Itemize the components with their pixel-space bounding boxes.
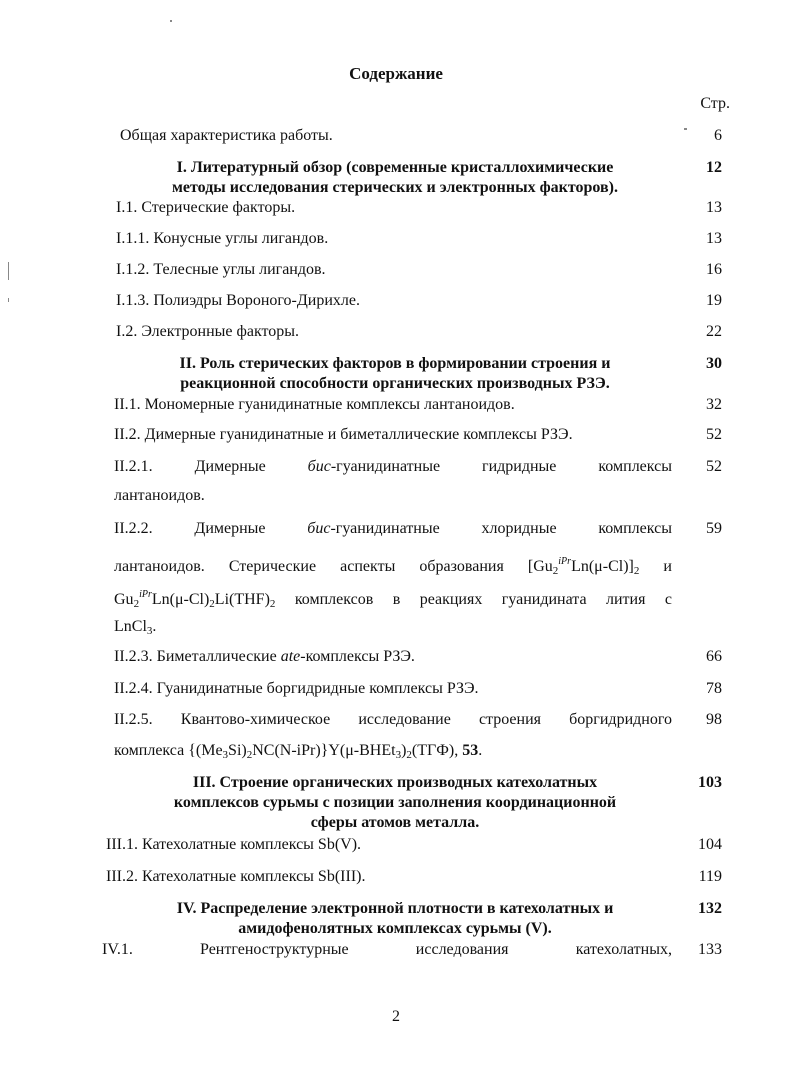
toc-word: Димерные [194, 520, 266, 537]
toc-entry-title: I.1.3. Полиэдры Вороного-Дирихле. [116, 292, 360, 309]
toc-entry-page: 13 [706, 199, 722, 216]
toc-section-line: реакционной способности органических производных РЗЭ. [180, 375, 610, 392]
toc-entry-title: I.2. Электронные факторы. [116, 323, 300, 340]
toc-entry-page: 103 [698, 774, 722, 791]
toc-entry-number: II.2.2. [114, 520, 153, 537]
toc-entry-title: III.2. Катехолатные комплексы Sb(III). [106, 868, 366, 885]
toc-entry-number: II.2.1. [114, 458, 153, 475]
toc-entry-page: 6 [714, 127, 722, 144]
toc-entry-page: 52 [706, 426, 722, 443]
toc-entry-page: 52 [706, 458, 722, 475]
page-title: Содержание [349, 64, 443, 83]
toc-entry-continuation: LnCl$_3$. [114, 618, 157, 637]
toc-word: Рентгеноструктурные [200, 941, 349, 958]
toc-section-line: амидофенолятных комплексах сурьмы (V). [238, 920, 552, 937]
toc-entry-title: II.2.5. Квантово-химическое исследование строения боргидридного [114, 711, 672, 728]
toc-entry-page: 104 [698, 836, 722, 853]
toc-entry-continuation: $Gu_2^{iPr}Ln(\mu-Cl)_2Li(THF)_2$ комплексов в реакциях гуанидината лития с [114, 589, 672, 610]
toc-word: исследования [415, 941, 509, 958]
toc-entry-title: I.1.1. Конусные углы лигандов. [116, 230, 329, 247]
toc-entry-page: 66 [706, 648, 722, 665]
toc-word: комплексы [598, 520, 672, 537]
toc-section-line: методы исследования стерических и электронных факторов). [172, 179, 618, 196]
toc-entry-page: 22 [706, 323, 722, 340]
scan-artifact [8, 262, 9, 280]
toc-word: гидридные [482, 458, 557, 475]
toc-entry-page: 132 [698, 900, 722, 917]
toc-entry-title: I.1.2. Телесные углы лигандов. [116, 261, 326, 278]
toc-word: бис-гуанидинатные [307, 520, 440, 537]
toc-entry-continuation: лантаноидов. [114, 487, 205, 504]
toc-section-line: II. Роль стерических факторов в формировании строения и [179, 355, 611, 372]
scan-artifact [684, 128, 687, 130]
page-number: 2 [392, 1008, 400, 1025]
toc-section-line: сферы атомов металла. [310, 814, 480, 831]
toc-entry-page: 12 [706, 159, 722, 176]
toc-word-italic: бис [307, 458, 331, 475]
toc-entry-number: IV.1. [102, 941, 133, 958]
toc-entry-page: 32 [706, 396, 722, 413]
toc-word: Димерные [194, 458, 266, 475]
toc-entry-title: I.1. Стерические факторы. [116, 199, 296, 216]
toc-section-line: комплексов сурьмы с позиции заполнения координационной [173, 794, 617, 811]
toc-section-line: I. Литературный обзор (современные кристаллохимические [176, 159, 614, 176]
toc-word: бис-гуанидинатные [307, 458, 441, 475]
toc-entry-title: II.1. Мономерные гуанидинатные комплексы лантаноидов. [114, 396, 515, 413]
toc-word: катехолатных, [575, 941, 672, 958]
toc-section-line: III. Строение органических производных катехолатных [192, 774, 598, 791]
scan-artifact [8, 298, 9, 302]
toc-word-italic: бис [307, 520, 331, 537]
toc-entry-page: 133 [698, 941, 722, 958]
toc-word: комплексы [598, 458, 672, 475]
toc-entry-continuation: лантаноидов. Стерические аспекты образования $[Gu_2^{iPr}Ln(\mu-Cl)]_2$ и [114, 556, 672, 577]
toc-word: хлоридные [481, 520, 557, 537]
toc-entry-page: 30 [706, 355, 722, 372]
page-column-label: Стр. [700, 95, 730, 112]
toc-entry-title: Общая характеристика работы. [120, 127, 333, 144]
toc-entry-title: II.2.4. Гуанидинатные боргидридные комплексы РЗЭ. [114, 680, 479, 697]
toc-entry-page: 19 [706, 292, 722, 309]
toc-entry-page: 78 [706, 680, 722, 697]
toc-section-line: IV. Распределение электронной плотности в катехолатных и [176, 900, 614, 917]
toc-entry-page: 16 [706, 261, 722, 278]
scan-artifact [170, 20, 172, 22]
toc-entry-title: III.1. Катехолатные комплексы Sb(V). [106, 836, 362, 853]
toc-entry-continuation: комплекса $\{(Me_3Si)_2NC(N-iPr)\}Y(\mu-BHEt_3)_2(ТГФ)$, 53. [114, 742, 483, 761]
toc-entry-page: 98 [706, 711, 722, 728]
toc-entry-title: II.2.3. Биметаллические ate-комплексы РЗЭ. [114, 648, 415, 665]
toc-entry-page: 13 [706, 230, 722, 247]
toc-entry-title: II.2. Димерные гуанидинатные и биметаллические комплексы РЗЭ. [114, 426, 573, 443]
toc-entry-page: 119 [698, 868, 722, 885]
toc-entry-page: 59 [706, 520, 722, 537]
